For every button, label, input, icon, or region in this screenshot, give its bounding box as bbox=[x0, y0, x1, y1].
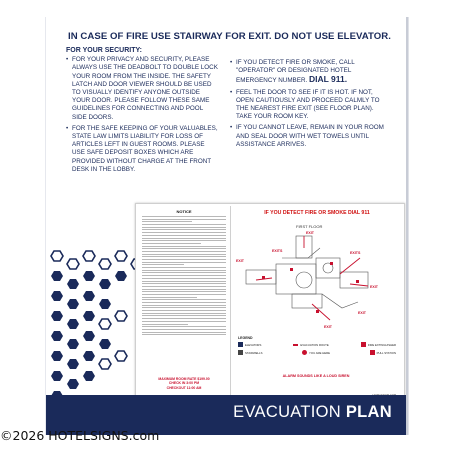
legend-stairwells: STAIRWELLS bbox=[245, 350, 263, 355]
banner-title-bold: PLAN bbox=[345, 403, 392, 421]
map-area bbox=[232, 206, 402, 400]
evacuation-plan-sign bbox=[45, 17, 408, 435]
security-column bbox=[66, 47, 218, 177]
check-in-time: CHECK IN 3:00 PM bbox=[168, 381, 200, 386]
exit-label: EXIT bbox=[306, 231, 314, 235]
security-bullet: • FOR YOUR PRIVACY AND SECURITY, PLEASE ALWAYS USE THE DEADBOLT TO DOUBLE LOCK YOUR ROOM FROM THE INSIDE. THE SAFETY LATCH AND DOOR VIEWER SHOULD BE USED TO VISUALLY IDENTIFY ANYONE OUTSIDE YOUR DOOR. PLEASE FOLLOW THESE SAME GUIDELINES FOR CONNECTING AND POOL SIDE DOORS. bbox=[66, 56, 218, 122]
exit-label: EXIT bbox=[324, 325, 332, 329]
security-bullet: • FOR THE SAFE KEEPING OF YOUR VALUABLES, STATE LAW LIMITS LIABILITY FOR LOSS OF ARTICLES LEFT IN GUEST ROOMS. PLEASE USE SAFE DEPOSIT BOXES WHICH ARE PROVIDED WITHOUT CHARGE AT THE FRONT DESK IN THE LOBBY. bbox=[66, 125, 218, 174]
floor-plan-insert bbox=[135, 203, 405, 403]
floor-label: FIRST FLOOR bbox=[296, 224, 323, 229]
notice-panel bbox=[138, 206, 231, 400]
legend-pull-station: PULL STATION bbox=[376, 350, 396, 355]
fire-headline: IN CASE OF FIRE USE STAIRWAY FOR EXIT. DO NOT USE ELEVATOR. bbox=[68, 31, 391, 42]
exit-label: EXIT bbox=[370, 285, 378, 289]
fire-bullet: • FEEL THE DOOR TO SEE IF IT IS HOT. IF NOT, OPEN CAUTIOUSLY AND PROCEED CALMLY TO THE NEAREST FIRE EXIT (SEE FLOOR PLAN). TAKE YOUR ROOM KEY. bbox=[230, 89, 390, 122]
dial-911: DIAL 911. bbox=[309, 74, 348, 85]
exits-label: EXITS bbox=[350, 251, 361, 255]
fire-instructions-column bbox=[230, 59, 390, 152]
security-title: FOR YOUR SECURITY: bbox=[66, 47, 142, 54]
legend-title: LEGEND bbox=[238, 336, 253, 340]
legend-elevators: ELEVATORS bbox=[245, 342, 262, 347]
checkout-time: CHECKOUT 11:00 AM bbox=[166, 385, 202, 390]
legend-you-are-here: YOU ARE HERE bbox=[309, 350, 331, 355]
legend bbox=[238, 342, 396, 358]
notice-fine-print bbox=[142, 216, 226, 337]
legend-evacuation-route: EVACUATION ROUTE bbox=[300, 342, 329, 347]
fire-bullet: • IF YOU CANNOT LEAVE, REMAIN IN YOUR ROOM AND SEAL DOOR WITH WET TOWELS UNTIL ASSISTANCE ARRIVES. bbox=[230, 124, 390, 149]
legend-fire-extinguisher: FIRE EXTINGUISHER bbox=[367, 342, 396, 347]
exits-label: EXITS bbox=[272, 249, 283, 253]
room-rate-info bbox=[138, 377, 230, 390]
map-title: IF YOU DETECT FIRE OR SMOKE DIAL 911 bbox=[264, 210, 370, 216]
notice-title: NOTICE bbox=[176, 209, 192, 214]
alarm-notice: ALARM SOUNDS LIKE A LOUD SIREN bbox=[282, 374, 350, 378]
copyright-watermark: ©2026 HOTELSIGNS.com bbox=[0, 428, 160, 443]
floor-plan-map bbox=[232, 218, 402, 334]
fire-bullet-text: IF YOU DETECT FIRE OR SMOKE, CALL "OPERATOR" OR DESIGNATED HOTEL EMERGENCY NUMBER. bbox=[236, 59, 355, 85]
fire-bullet bbox=[230, 59, 390, 86]
banner-title bbox=[233, 403, 392, 422]
banner-title-light: EVACUATION bbox=[233, 403, 346, 421]
max-room-rate: MAXIMUM ROOM RATE $199.00 bbox=[158, 376, 210, 381]
exit-label: EXIT bbox=[358, 311, 366, 315]
exit-label: EXIT bbox=[236, 259, 244, 263]
